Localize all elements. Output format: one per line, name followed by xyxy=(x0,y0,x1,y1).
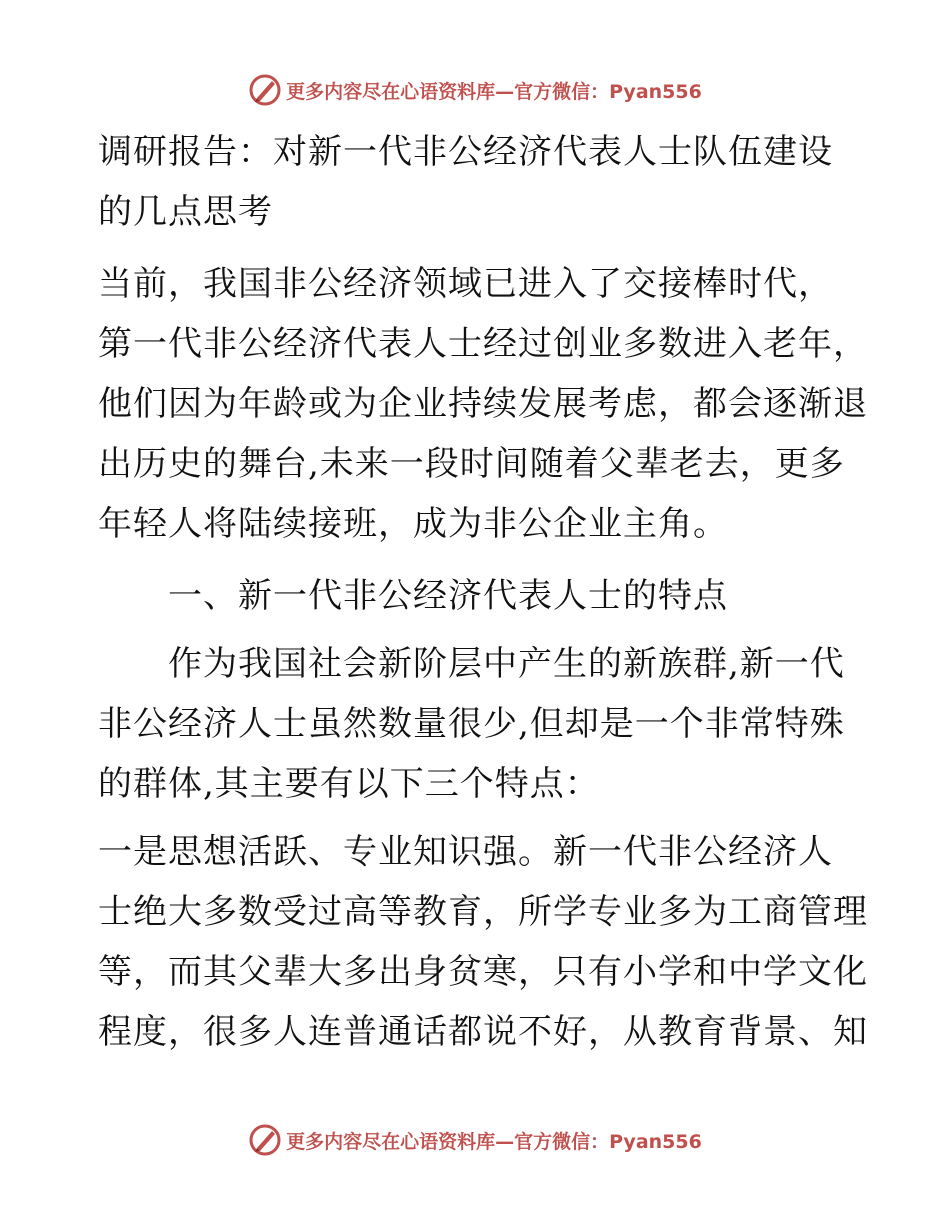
text-line: 士绝大多数受过高等教育，所学专业多为工商管理 xyxy=(98,892,868,932)
footer-banner xyxy=(0,1120,950,1160)
text-line: 的群体,其主要有以下三个特点： xyxy=(98,764,600,804)
banner-text: 更多内容尽在心语资料库—官方微信：Pyan556 xyxy=(286,80,702,103)
text-line: 作为我国社会新阶层中产生的新族群,新一代 xyxy=(98,644,845,684)
text-line: 非公经济人士虽然数量很少,但却是一个非常特殊 xyxy=(98,704,845,744)
header-banner xyxy=(0,70,950,110)
text-line: 一是思想活跃、专业知识强。新一代非公经济人 xyxy=(98,832,833,872)
text-line: 程度，很多人连普通话都说不好，从教育背景、知 xyxy=(98,1012,868,1052)
text-line: 当前，我国非公经济领域已进入了交接棒时代， xyxy=(98,264,833,304)
paragraph-point-one xyxy=(98,822,868,1062)
text-line: 出历史的舞台,未来一段时间随着父辈老去，更多 xyxy=(98,444,845,484)
text-line: 年轻人将陆续接班，成为非公企业主角。 xyxy=(98,504,728,544)
section-heading: 一、新一代非公经济代表人士的特点 xyxy=(98,576,728,616)
paragraph-characteristics xyxy=(98,634,858,814)
document-body xyxy=(98,122,868,1062)
pen-logo-icon xyxy=(248,1123,282,1157)
banner-text: 更多内容尽在心语资料库—官方微信：Pyan556 xyxy=(286,1130,702,1153)
text-line: 他们因为年龄或为企业持续发展考虑，都会逐渐退 xyxy=(98,384,868,424)
document-title xyxy=(98,122,858,242)
title-line: 调研报告：对新一代非公经济代表人士队伍建设 xyxy=(98,132,833,172)
pen-logo-icon xyxy=(248,73,282,107)
title-line: 的几点思考 xyxy=(98,192,273,232)
text-line: 等，而其父辈大多出身贫寒，只有小学和中学文化 xyxy=(98,952,868,992)
text-line: 第一代非公经济代表人士经过创业多数进入老年， xyxy=(98,324,868,364)
paragraph-intro xyxy=(98,254,868,554)
